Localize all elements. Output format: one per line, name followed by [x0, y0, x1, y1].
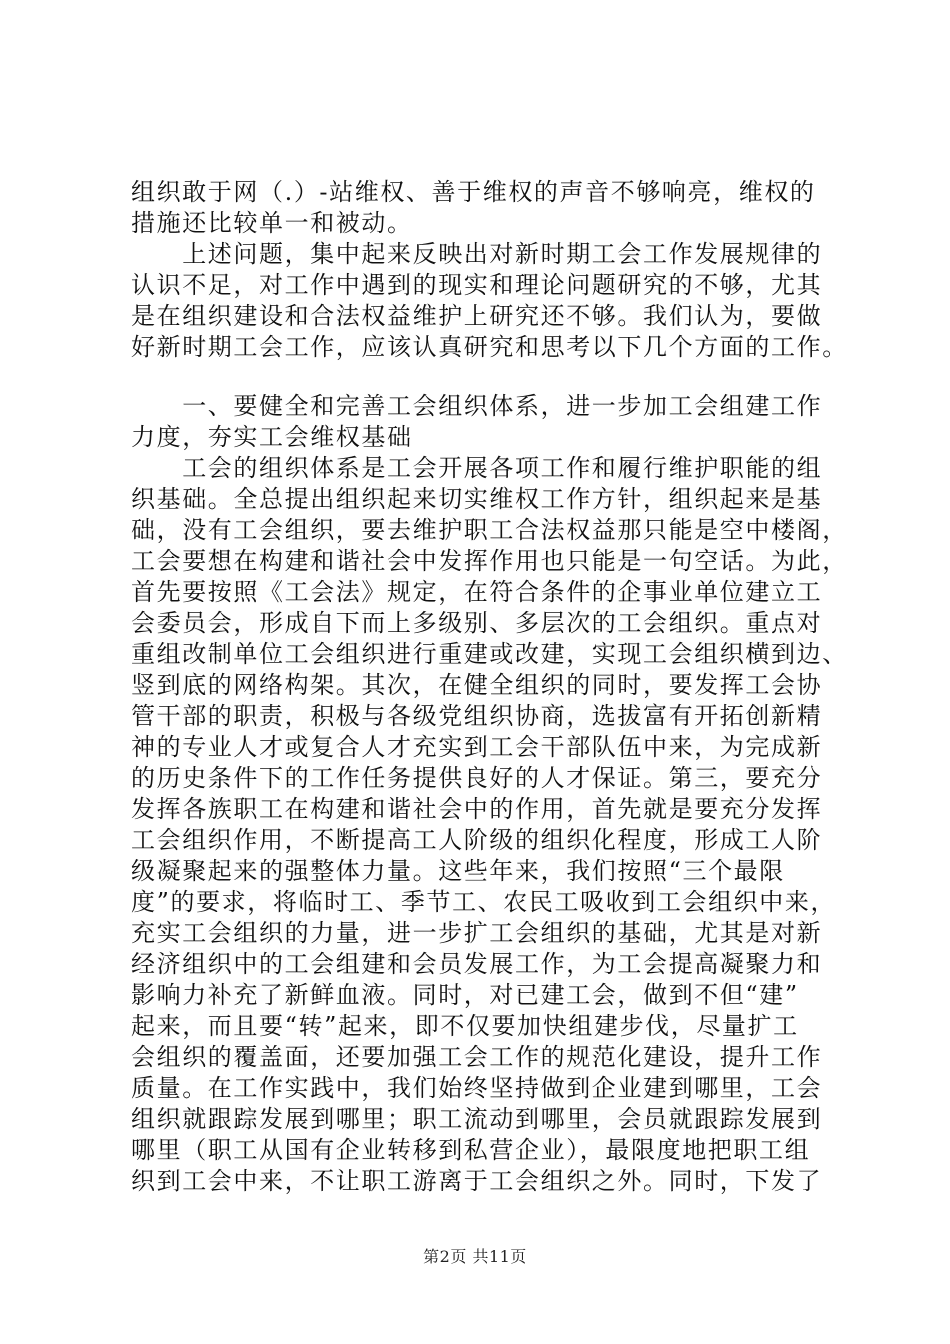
text-line: 发挥各族职工在构建和谐社会中的作用，首先就是要充分发挥: [131, 795, 823, 823]
text-line: 的历史条件下的工作任务提供良好的人才保证。第三，要充分: [131, 764, 823, 792]
text-line: 组织就跟踪发展到哪里；职工流动到哪里，会员就跟踪发展到: [131, 1105, 823, 1133]
text-line: 认识不足，对工作中遇到的现实和理论问题研究的不够，尤其: [131, 271, 823, 299]
text-line: 管干部的职责，积极与各级党组织协商，选拔富有开拓创新精: [131, 702, 823, 730]
text-line: 会组织的覆盖面，还要加强工会工作的规范化建设，提升工作: [131, 1043, 823, 1071]
text-line: 充实工会组织的力量，进一步扩工会组织的基础，尤其是对新: [131, 919, 823, 947]
text-line: 工会组织作用，不断提高工人阶级的组织化程度，形成工人阶: [131, 826, 823, 854]
page-number-footer: 第2页 共11页: [423, 1247, 527, 1266]
text-line: 一、要健全和完善工会组织体系，进一步加工会组建工作: [131, 392, 823, 420]
text-line: 起来，而且要“转”起来，即不仅要加快组建步伐，尽量扩工: [131, 1012, 799, 1040]
text-line: 力度，夯实工会维权基础: [131, 423, 413, 451]
text-line: 工会的组织体系是工会开展各项工作和履行维护职能的组: [131, 454, 823, 482]
section-heading: [131, 391, 831, 453]
text-line: 础，没有工会组织，要去维护职工合法权益那只能是空中楼阁，: [131, 516, 848, 544]
text-line: 影响力补充了新鲜血液。同时，对已建工会，做到不但“建”: [131, 981, 799, 1009]
text-line: 组织敢于网（.）-站维权、善于维权的声音不够响亮，维权的: [131, 178, 816, 206]
text-line: 上述问题，集中起来反映出对新时期工会工作发展规律的: [131, 240, 823, 268]
text-line: 会委员会，形成自下而上多级别、多层次的工会组织。重点对: [131, 609, 823, 637]
text-line: 神的专业人才或复合人才充实到工会干部队伍中来，为完成新: [131, 733, 823, 761]
text-line: 哪里（职工从国有企业转移到私营企业），最限度地把职工组: [131, 1136, 811, 1164]
text-line: 好新时期工会工作，应该认真研究和思考以下几个方面的工作。: [131, 333, 848, 361]
text-line: 重组改制单位工会组织进行重建或改建，实现工会组织横到边、: [131, 640, 848, 668]
text-line: 质量。在工作实践中，我们始终坚持做到企业建到哪里，工会: [131, 1074, 823, 1102]
text-line: 措施还比较单一和被动。: [131, 209, 413, 237]
text-line: 工会要想在构建和谐社会中发挥作用也只能是一句空话。为此，: [131, 547, 848, 575]
text-line: 是在组织建设和合法权益维护上研究还不够。我们认为，要做: [131, 302, 823, 330]
text-line: 经济组织中的工会组建和会员发展工作，为工会提高凝聚力和: [131, 950, 823, 978]
text-line: 首先要按照《工会法》规定，在符合条件的企事业单位建立工: [131, 578, 823, 606]
text-line: 织基础。全总提出组织起来切实维权工作方针，组织起来是基: [131, 485, 823, 513]
text-line: 度”的要求，将临时工、季节工、农民工吸收到工会组织中来，: [131, 888, 837, 916]
paragraph-1: [131, 177, 831, 239]
text-line: 级凝聚起来的强整体力量。这些年来，我们按照“三个最限: [131, 857, 785, 885]
text-line: 竖到底的网络构架。其次，在健全组织的同时，要发挥工会协: [131, 671, 823, 699]
text-line: 织到工会中来，不让职工游离于工会组织之外。同时，下发了: [131, 1167, 823, 1195]
paragraph-3: [131, 453, 848, 1197]
paragraph-2: [131, 239, 848, 363]
